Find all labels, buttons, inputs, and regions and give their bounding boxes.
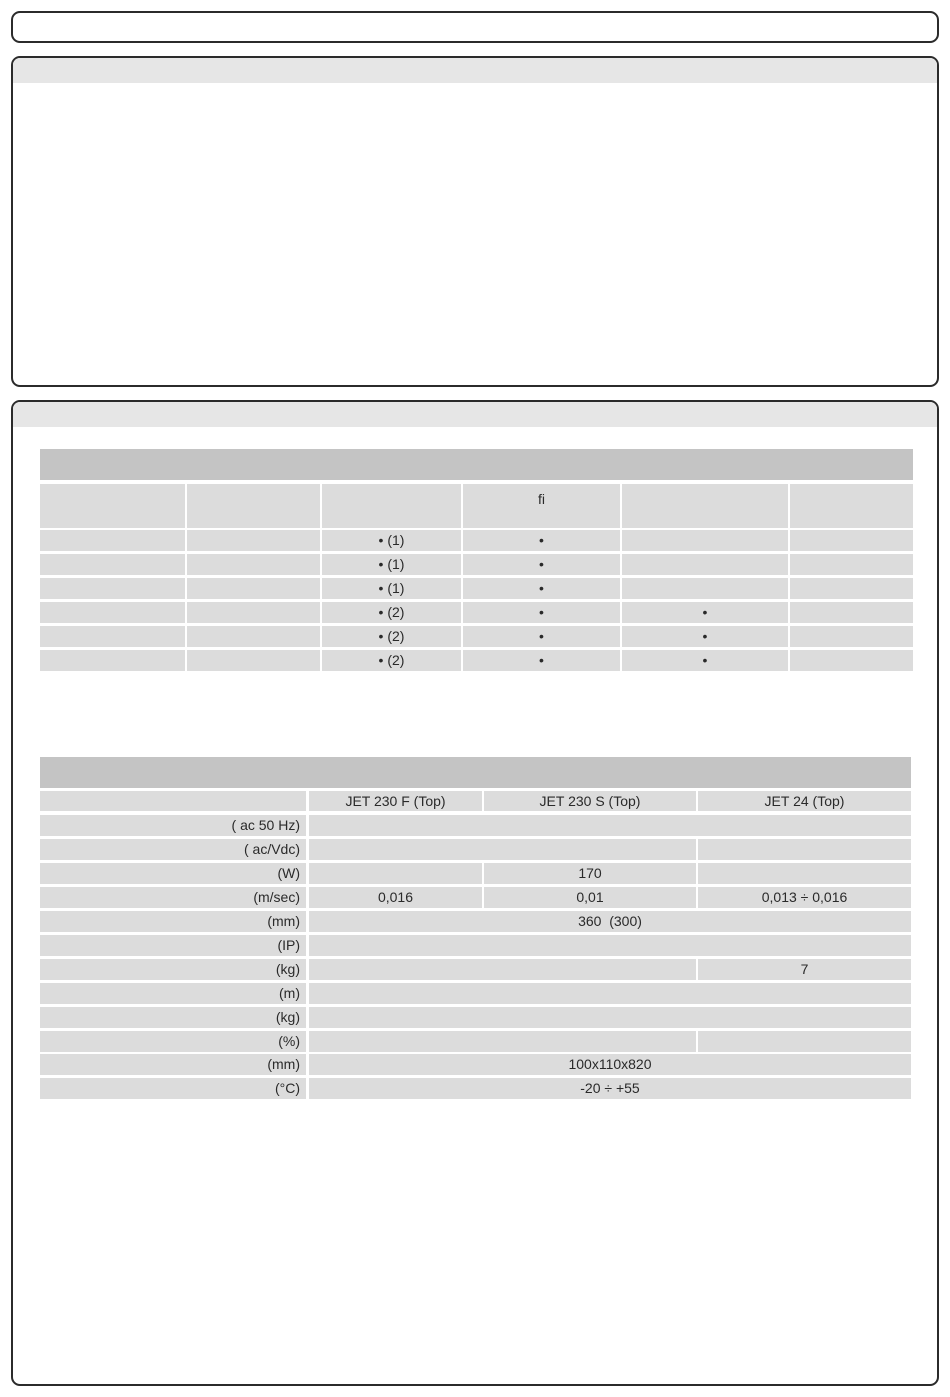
specs-value-cell: 0,01 xyxy=(484,887,696,908)
models-row-cell: • xyxy=(622,650,788,671)
specs-value-cell: 7 xyxy=(698,959,911,980)
models-row-cell xyxy=(790,554,913,575)
specs-value-cell xyxy=(309,815,911,836)
specs-value-cell xyxy=(309,839,696,860)
models-row-cell: • xyxy=(463,626,620,647)
models-row-cell: • xyxy=(622,602,788,623)
models-header-cell xyxy=(622,484,788,528)
models-row-cell xyxy=(40,554,185,575)
models-row-cell xyxy=(790,626,913,647)
models-row-cell xyxy=(790,602,913,623)
specs-value-cell xyxy=(698,839,911,860)
specs-value-cell xyxy=(309,1007,911,1028)
models-header-cell-glyph: ﬁ xyxy=(463,484,620,528)
models-table-title-bar xyxy=(40,449,913,480)
technical-section-header xyxy=(13,402,937,427)
top-title-frame xyxy=(11,11,939,43)
models-header-cell xyxy=(322,484,461,528)
specs-unit-label: (m) xyxy=(40,983,306,1004)
specs-unit-label: (mm) xyxy=(40,1054,306,1075)
models-row-cell: • xyxy=(463,650,620,671)
models-row-cell xyxy=(622,578,788,599)
specs-col-header: JET 24 (Top) xyxy=(698,791,911,811)
specs-unit-label: ( ac 50 Hz) xyxy=(40,815,306,836)
models-row-cell: • (2) xyxy=(322,650,461,671)
models-header-cell xyxy=(40,484,185,528)
specs-value-cell: 170 xyxy=(484,863,696,884)
models-row-cell xyxy=(790,578,913,599)
specs-header-blank xyxy=(40,791,306,811)
models-row-cell xyxy=(622,530,788,551)
specs-value-cell xyxy=(309,1031,696,1052)
models-row-cell: • (1) xyxy=(322,578,461,599)
models-row-cell xyxy=(187,578,320,599)
specs-unit-label: (°C) xyxy=(40,1078,306,1099)
models-row-cell: • xyxy=(463,602,620,623)
models-row-cell xyxy=(790,530,913,551)
models-row-cell xyxy=(40,602,185,623)
models-row-cell: • (2) xyxy=(322,626,461,647)
specs-value-cell xyxy=(698,1031,911,1052)
models-row-cell: • (1) xyxy=(322,530,461,551)
specs-value-cell: 360 (300) xyxy=(309,911,911,932)
specs-col-header: JET 230 S (Top) xyxy=(484,791,696,811)
models-row-cell xyxy=(622,554,788,575)
specs-col-header: JET 230 F (Top) xyxy=(309,791,482,811)
models-row-cell: • xyxy=(463,578,620,599)
models-row-cell: • (2) xyxy=(322,602,461,623)
specs-unit-label: ( ac/Vdc) xyxy=(40,839,306,860)
models-row-cell xyxy=(40,578,185,599)
specs-value-cell xyxy=(309,863,482,884)
specs-value-cell: 0,016 xyxy=(309,887,482,908)
specs-unit-label: (IP) xyxy=(40,935,306,956)
specs-unit-label: (W) xyxy=(40,863,306,884)
models-row-cell xyxy=(40,530,185,551)
models-row-cell xyxy=(187,650,320,671)
specs-table-title-bar xyxy=(40,757,911,788)
models-row-cell: • (1) xyxy=(322,554,461,575)
specs-unit-label: (kg) xyxy=(40,959,306,980)
models-row-cell xyxy=(187,530,320,551)
models-row-cell: • xyxy=(463,554,620,575)
specs-value-cell xyxy=(309,983,911,1004)
models-row-cell xyxy=(187,626,320,647)
specs-unit-label: (%) xyxy=(40,1031,306,1052)
specs-unit-label: (mm) xyxy=(40,911,306,932)
specs-unit-label: (kg) xyxy=(40,1007,306,1028)
specs-value-cell xyxy=(309,935,911,956)
models-header-cell xyxy=(790,484,913,528)
description-section-header xyxy=(13,58,937,83)
specs-value-cell: -20 ÷ +55 xyxy=(309,1078,911,1099)
models-header-cell xyxy=(187,484,320,528)
description-section xyxy=(11,56,939,387)
specs-value-cell xyxy=(698,863,911,884)
models-row-cell xyxy=(790,650,913,671)
specs-value-cell xyxy=(309,959,696,980)
specs-value-cell: 100x110x820 xyxy=(309,1054,911,1075)
models-row-cell xyxy=(187,602,320,623)
models-row-cell: • xyxy=(622,626,788,647)
models-row-cell xyxy=(40,650,185,671)
models-row-cell xyxy=(40,626,185,647)
models-row-cell xyxy=(187,554,320,575)
models-row-cell: • xyxy=(463,530,620,551)
specs-value-cell: 0,013 ÷ 0,016 xyxy=(698,887,911,908)
specs-unit-label: (m/sec) xyxy=(40,887,306,908)
